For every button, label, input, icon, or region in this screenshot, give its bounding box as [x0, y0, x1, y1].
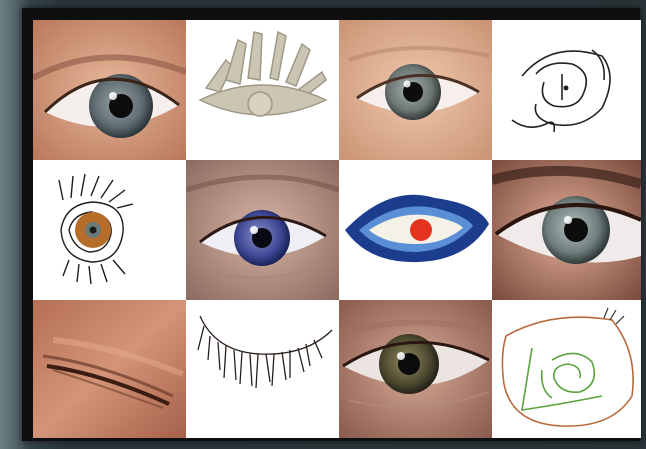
cell-drawing-spiral-eye [492, 300, 641, 438]
cell-drawing-clay-eye [186, 20, 339, 160]
cell-photo-hazel-eye [339, 300, 492, 438]
eye-collage-grid [33, 20, 641, 438]
cell-photo-blue-eye [186, 160, 339, 300]
cell-drawing-blue-eye-red-iris [339, 160, 492, 300]
cell-photo-grey-eye-1 [33, 20, 186, 160]
cell-drawing-brown-eye-sketch [33, 160, 186, 300]
cell-drawing-eyelash-line [186, 300, 339, 438]
cell-photo-grey-eye-3 [492, 160, 641, 300]
cell-photo-closed-eye [33, 300, 186, 438]
cell-drawing-scribbled-eye [492, 20, 641, 160]
cell-photo-grey-eye-2 [339, 20, 492, 160]
